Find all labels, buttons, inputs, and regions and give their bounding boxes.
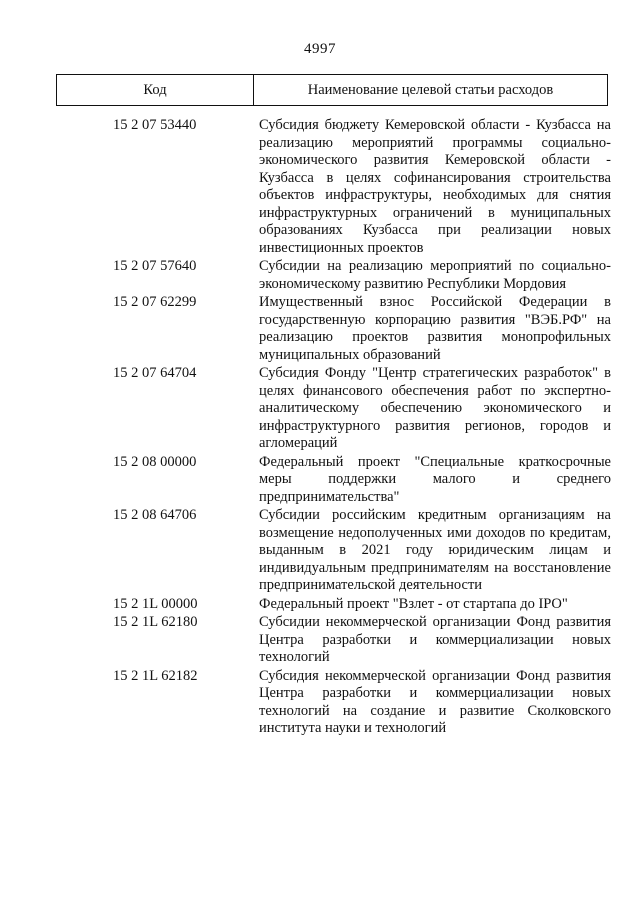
row-code: 15 2 07 53440 bbox=[113, 117, 197, 133]
row-code: 15 2 07 62299 bbox=[113, 294, 197, 310]
table-header bbox=[56, 74, 608, 106]
row-code: 15 2 08 64706 bbox=[113, 507, 197, 523]
row-code: 15 2 1L 00000 bbox=[113, 595, 198, 612]
table-row bbox=[0, 258, 640, 293]
row-code: 15 2 07 64704 bbox=[113, 365, 197, 381]
row-code: 15 2 07 57640 bbox=[113, 258, 197, 274]
column-header-code: Код bbox=[57, 75, 254, 105]
row-code: 15 2 1L 62180 bbox=[113, 614, 198, 630]
row-name: Субсидия бюджету Кемеровской области - Кузбасса на реализацию мероприятий программы социально-экономического развития Кемеровской области - Кузбасса в целях софинансирования строительства объектов инфраструктуры, необходимых для снятия инфраструктурных ограничений в муниципальных образованиях Кузбасса при реализации новых инвестиционных проектов bbox=[259, 117, 611, 256]
table-row bbox=[0, 117, 640, 257]
row-name: Субсидия Фонду "Центр стратегических разработок" в целях финансового обеспечения работ по экспертно-аналитическому обеспечению экономического и инфраструктурного развития регионов, городов и агломераций bbox=[259, 365, 611, 451]
row-name: Субсидия некоммерческой организации Фонд развития Центра разработки и коммерциализации новых технологий на создание и развитие Сколковского института науки и технологий bbox=[259, 667, 611, 736]
table-row bbox=[0, 454, 640, 507]
row-name: Федеральный проект "Специальные краткосрочные меры поддержки малого и среднего предпринимательства" bbox=[259, 453, 611, 505]
row-name: Субсидии некоммерческой организации Фонд развития Центра разработки и коммерциализации новых технологий bbox=[259, 614, 611, 665]
table-row bbox=[0, 596, 640, 614]
row-code: 15 2 1L 62182 bbox=[113, 667, 198, 684]
table-row bbox=[0, 668, 640, 738]
table-row bbox=[0, 507, 640, 595]
row-name: Субсидии на реализацию мероприятий по социально-экономическому развитию Республики Мордовия bbox=[259, 258, 611, 292]
row-name: Субсидии российским кредитным организациям на возмещение недополученных ими доходов по кредитам, выданным в 2021 году юридическим лицам и индивидуальным предпринимателям на восстановление предпринимательской деятельности bbox=[259, 507, 611, 593]
row-name: Федеральный проект "Взлет - от стартапа до IPO" bbox=[259, 595, 568, 612]
table-row bbox=[0, 365, 640, 453]
column-header-name: Наименование целевой статьи расходов bbox=[307, 81, 554, 98]
table-row bbox=[0, 294, 640, 364]
page-number: 4997 bbox=[304, 41, 336, 57]
table-body bbox=[0, 117, 640, 739]
row-code: 15 2 08 00000 bbox=[113, 453, 197, 470]
table-row bbox=[0, 614, 640, 667]
row-name: Имущественный взнос Российской Федерации в государственную корпорацию развития "ВЭБ.РФ" на реализацию проектов развития монопрофильных муниципальных образований bbox=[259, 294, 611, 363]
